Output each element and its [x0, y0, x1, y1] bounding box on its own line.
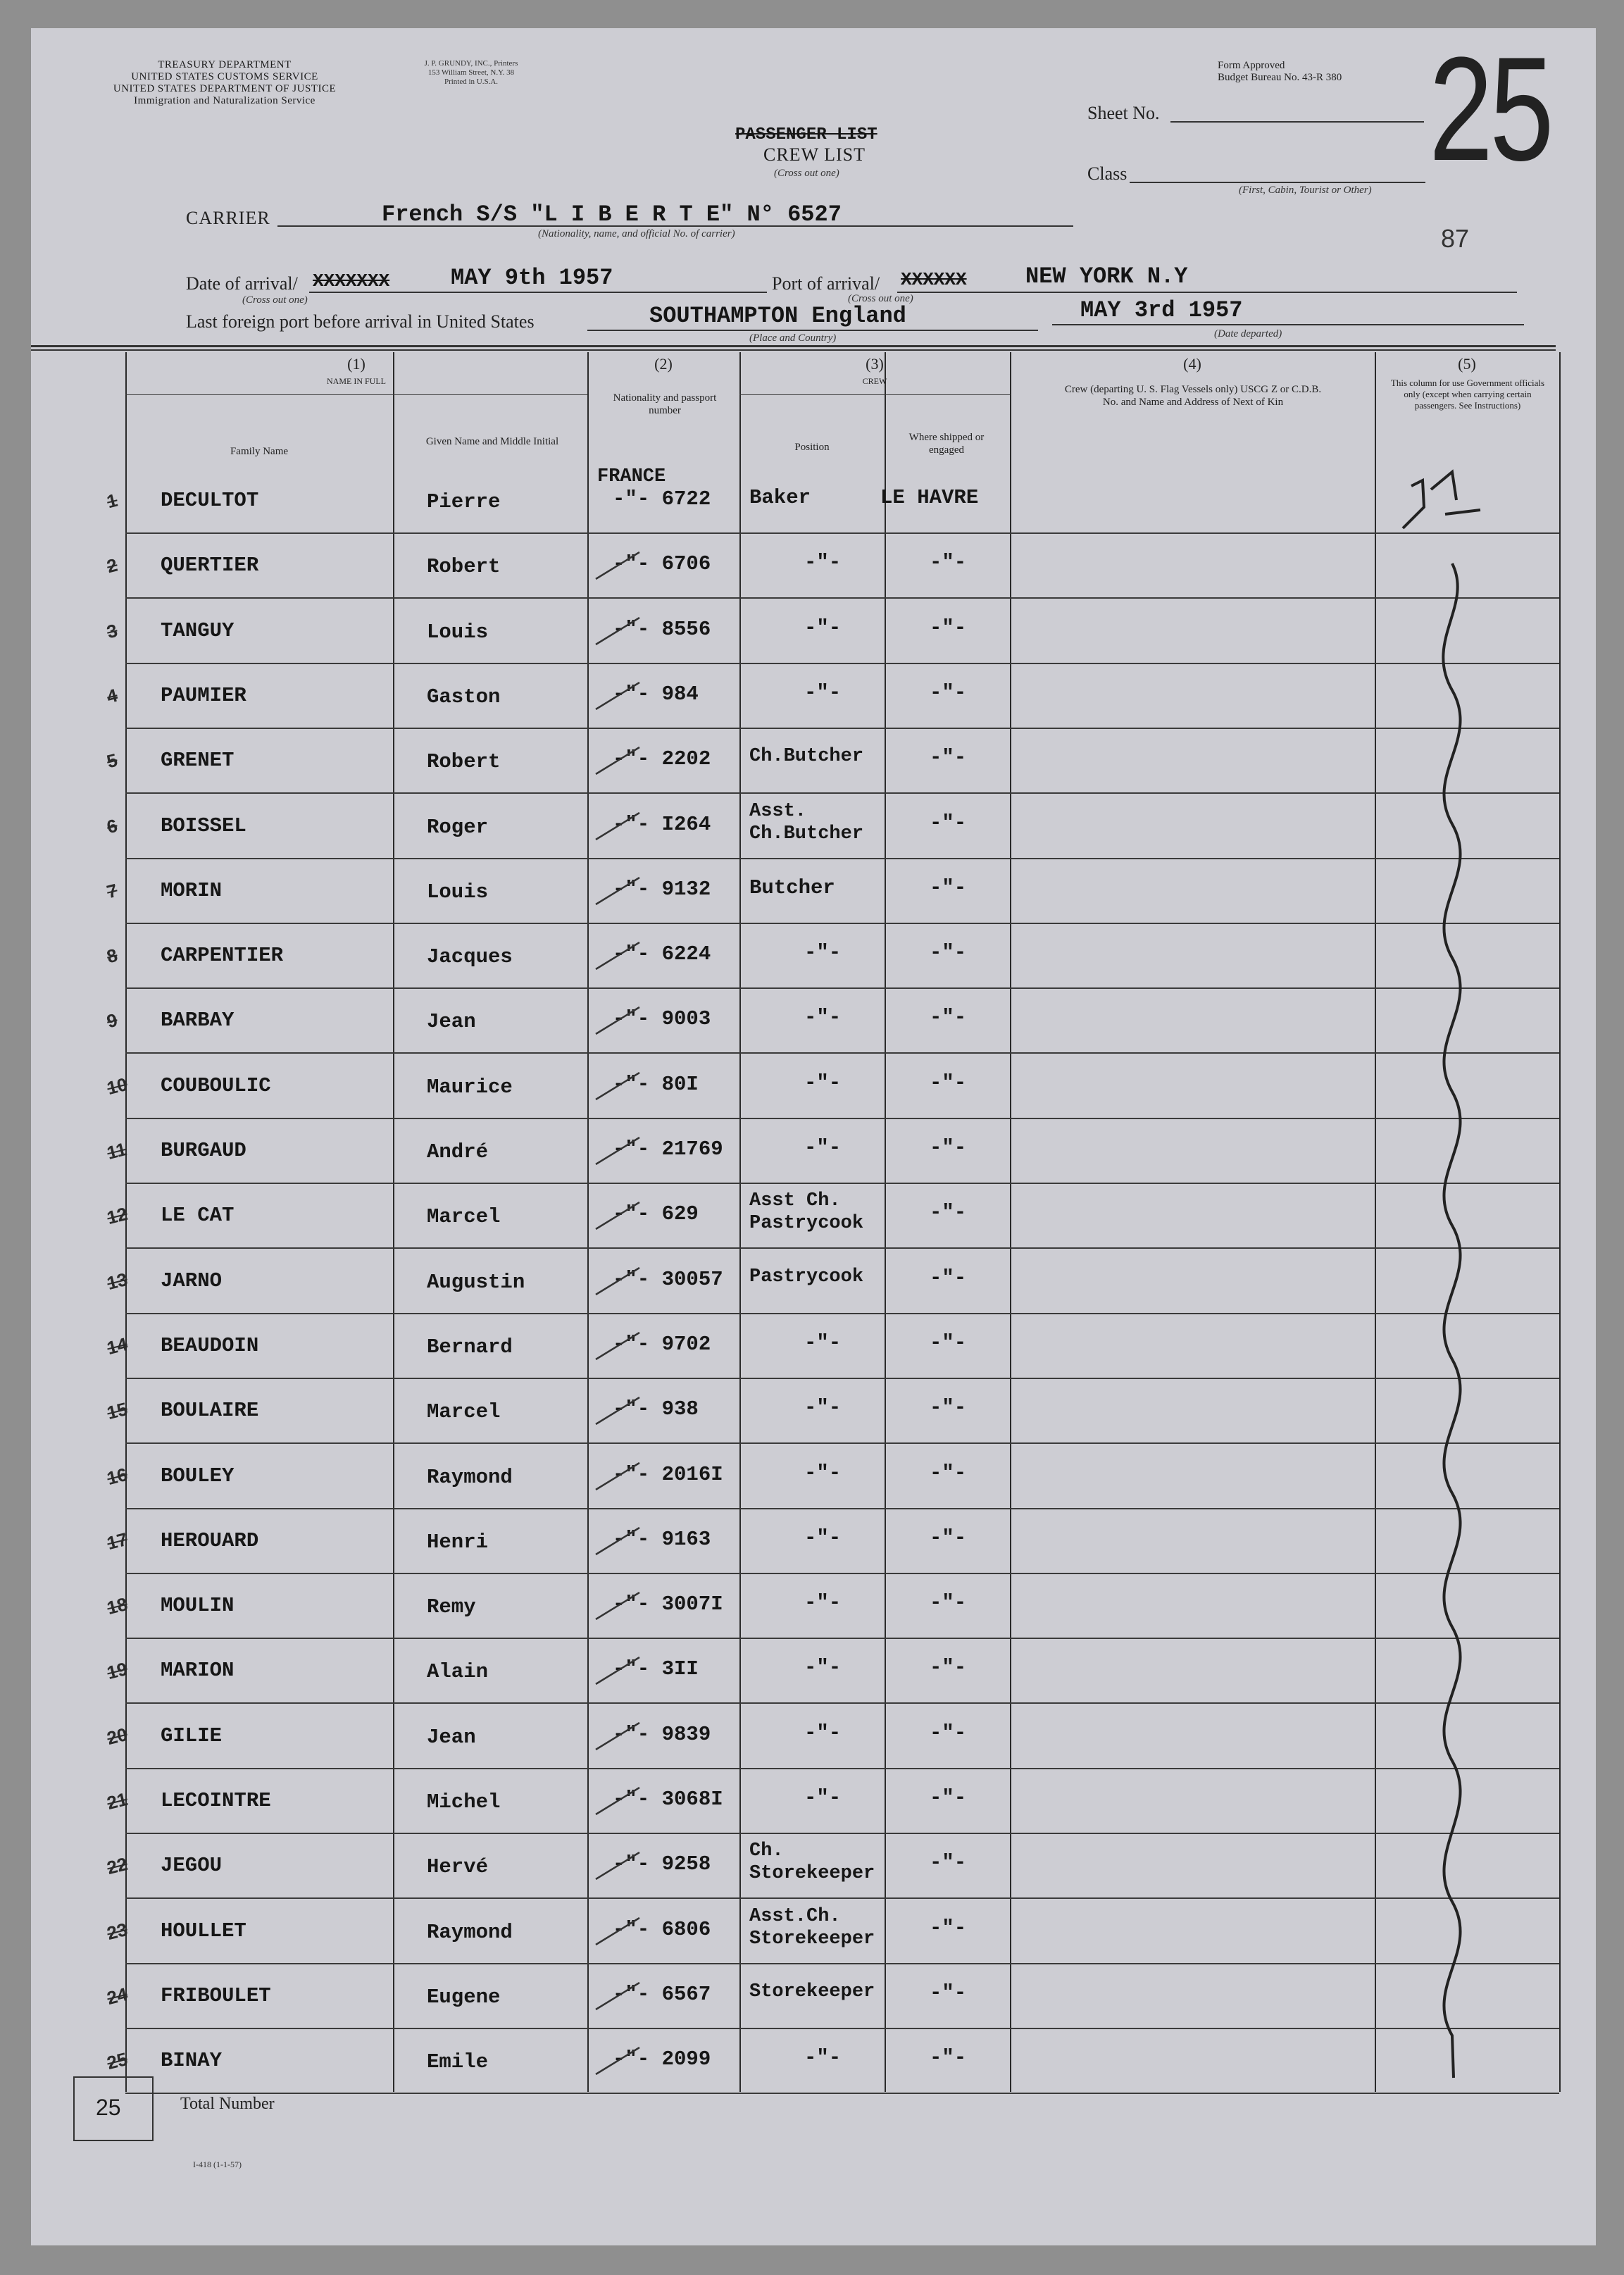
- shipped-where-cell: -"-: [930, 1006, 967, 1029]
- family-name-cell: TANGUY: [161, 619, 235, 642]
- passport-number-cell: -"- 9132: [613, 878, 711, 901]
- passport-number-cell: -"- 3007I: [613, 1592, 723, 1616]
- family-name-cell: JARNO: [161, 1269, 223, 1292]
- date-departed-value: MAY 3rd 1957: [1080, 297, 1243, 323]
- printer-line: 153 William Street, N.Y. 38: [427, 68, 515, 77]
- position-header: Position: [794, 442, 830, 453]
- given-name-cell: Gaston: [427, 685, 501, 709]
- position-cell: Butcher: [749, 876, 835, 899]
- passport-number-cell: -"- 984: [613, 682, 699, 706]
- position-cell: Asst Ch. Pastrycook: [749, 1190, 864, 1234]
- check-mark-icon: [569, 1122, 710, 1178]
- check-mark-icon: [569, 537, 710, 593]
- row-sequence-number: 11: [104, 1138, 129, 1164]
- shipped-where-cell: -"-: [930, 1981, 967, 2005]
- family-name-cell: BEAUDOIN: [161, 1334, 259, 1357]
- passport-number-cell: -"- 21769: [613, 1138, 723, 1161]
- table-row: [31, 1704, 1596, 1769]
- shipped-where-cell: LE HAVRE: [880, 486, 979, 509]
- arrival-hint: (Cross out one): [242, 294, 308, 306]
- shipped-where-cell: -"-: [930, 1916, 967, 1940]
- table-row: [31, 924, 1596, 989]
- official-wavy-mark: [1375, 458, 1559, 2092]
- given-name-cell: Bernard: [427, 1335, 513, 1359]
- position-cell: -"-: [804, 1461, 842, 1485]
- passport-number-cell: -"- I264: [613, 813, 711, 836]
- row-sequence-number: 12: [104, 1202, 130, 1229]
- given-name-cell: Hervé: [427, 1855, 489, 1878]
- table-row: [31, 1964, 1596, 2029]
- check-mark-icon: [569, 2032, 710, 2088]
- check-mark-icon: [569, 1512, 710, 1569]
- position-cell: Ch. Storekeeper: [749, 1840, 875, 1884]
- check-mark-icon: [569, 862, 710, 918]
- class-label: Class: [1087, 163, 1128, 184]
- passport-number-cell: -"- 80I: [613, 1073, 699, 1096]
- passport-number-cell: -"- 9702: [613, 1333, 711, 1356]
- form-code: I-418 (1-1-57): [193, 2159, 242, 2169]
- form-approval-block: [1218, 60, 1342, 84]
- family-name-header: Family Name: [230, 446, 289, 457]
- family-name-cell: HOULLET: [161, 1919, 246, 1943]
- printer-line: Printed in U.S.A.: [444, 77, 499, 86]
- position-cell: -"-: [804, 2046, 842, 2069]
- budget-bureau-text: Budget Bureau No. 43-R 380: [1218, 72, 1342, 83]
- check-mark-icon: [569, 1707, 710, 1764]
- shipped-where-cell: -"-: [930, 1721, 967, 1745]
- table-row: [31, 1900, 1596, 1964]
- table-row: [31, 599, 1596, 664]
- position-cell: Ch.Butcher: [749, 746, 864, 767]
- passport-number-cell: -"- 6722: [613, 487, 711, 511]
- total-number-value: 25: [96, 2095, 121, 2120]
- check-mark-icon: [569, 732, 710, 788]
- given-name-cell: Louis: [427, 880, 489, 904]
- position-cell: -"-: [804, 1071, 842, 1095]
- passport-number-cell: -"- 9003: [613, 1007, 711, 1030]
- handwritten-number: 87: [1441, 224, 1470, 253]
- passport-number-cell: -"- 629: [613, 1202, 699, 1226]
- table-row: [31, 1509, 1596, 1574]
- shipped-where-cell: -"-: [930, 941, 967, 964]
- check-mark-icon: [569, 1967, 710, 2024]
- col5-number: (5): [1458, 355, 1476, 373]
- family-name-cell: BURGAUD: [161, 1139, 246, 1162]
- passport-number-cell: -"- 6706: [613, 552, 711, 575]
- row-sequence-number: 14: [104, 1333, 130, 1359]
- table-row: [31, 1574, 1596, 1639]
- family-name-cell: BOISSEL: [161, 814, 246, 837]
- check-mark-icon: [569, 1317, 710, 1373]
- table-row: [31, 729, 1596, 794]
- agency-line: UNITED STATES CUSTOMS SERVICE: [131, 71, 318, 82]
- position-cell: Asst.Ch. Storekeeper: [749, 1906, 875, 1950]
- sheet-no-label: Sheet No.: [1087, 103, 1160, 123]
- row-sequence-number: 8: [104, 944, 120, 968]
- table-row: [31, 1769, 1596, 1834]
- table-row: [31, 1834, 1596, 1899]
- given-name-cell: Alain: [427, 1660, 489, 1683]
- family-name-cell: MOULIN: [161, 1594, 235, 1617]
- position-cell: -"-: [804, 1656, 842, 1679]
- arrival-date-value: MAY 9th 1957: [451, 265, 613, 291]
- position-cell: -"-: [804, 1006, 842, 1029]
- table-row: [31, 2029, 1596, 2094]
- check-mark-icon: [569, 1837, 710, 1893]
- check-mark-icon: [569, 797, 710, 854]
- row-sequence-number: 18: [104, 1592, 130, 1619]
- foreign-port-hint: (Place and Country): [749, 332, 837, 344]
- family-name-cell: QUERTIER: [161, 554, 259, 577]
- given-name-cell: Jacques: [427, 945, 513, 968]
- nationality-header: Nationality and passport number: [613, 392, 717, 416]
- given-name-cell: Marcel: [427, 1400, 501, 1423]
- passport-number-cell: -"- 6806: [613, 1918, 711, 1941]
- position-cell: -"-: [804, 1331, 842, 1354]
- given-name-cell: Henri: [427, 1531, 489, 1554]
- agency-line: UNITED STATES DEPARTMENT OF JUSTICE: [113, 83, 337, 94]
- row-sequence-number: 13: [104, 1268, 130, 1295]
- row-sequence-number: 17: [104, 1528, 130, 1554]
- crew-table: [31, 352, 1596, 2092]
- position-cell: -"-: [804, 616, 842, 640]
- check-mark-icon: [569, 1382, 710, 1438]
- shipped-where-cell: -"-: [930, 1461, 967, 1485]
- carrier-label: CARRIER: [186, 208, 270, 228]
- position-cell: -"-: [804, 1591, 842, 1614]
- passport-number-cell: -"- 3II: [613, 1657, 699, 1681]
- list-type-hint: (Cross out one): [774, 168, 839, 179]
- shipped-where-cell: -"-: [930, 1526, 967, 1550]
- col1-number: (1): [347, 355, 366, 373]
- passport-number-cell: -"- 6224: [613, 942, 711, 966]
- col2-number: (2): [654, 355, 673, 373]
- table-row: [31, 989, 1596, 1054]
- check-mark-icon: [569, 1057, 710, 1114]
- check-mark-icon: [569, 602, 710, 659]
- date-departed-hint: (Date departed): [1214, 328, 1282, 339]
- given-name-cell: Raymond: [427, 1466, 513, 1489]
- shipped-where-cell: -"-: [930, 1396, 967, 1419]
- crew-list-form: [31, 28, 1596, 2245]
- row-sequence-number: 22: [104, 1852, 130, 1879]
- agency-block: [73, 59, 376, 107]
- col4-number: (4): [1183, 355, 1201, 373]
- passport-number-cell: -"- 2202: [613, 747, 711, 771]
- position-cell: -"-: [804, 941, 842, 964]
- shipped-where-cell: -"-: [930, 1851, 967, 1874]
- passport-number-cell: -"- 9258: [613, 1852, 711, 1876]
- class-hint: (First, Cabin, Tourist or Other): [1239, 185, 1372, 196]
- government-use-header: This column for use Government officials only (except when carrying certain passengers. See Instructions): [1390, 378, 1545, 411]
- where-shipped-header: Where shipped or engaged: [908, 432, 985, 456]
- row-sequence-number: 25: [104, 2048, 130, 2074]
- col3-title: CREW: [862, 376, 887, 386]
- carrier-value: French S/S "L I B E R T E" N° 6527: [382, 201, 842, 228]
- shipped-where-cell: -"-: [930, 811, 967, 835]
- family-name-cell: PAUMIER: [161, 684, 246, 707]
- total-number-label: Total Number: [180, 2095, 275, 2113]
- shipped-where-cell: -"-: [930, 1136, 967, 1159]
- row-sequence-number: 16: [104, 1463, 130, 1490]
- table-row: [31, 1249, 1596, 1314]
- family-name-cell: BINAY: [161, 2049, 223, 2072]
- port-of-arrival-value: NEW YORK N.Y: [1025, 263, 1188, 289]
- row-sequence-number: 10: [104, 1073, 130, 1099]
- family-name-cell: MARION: [161, 1659, 235, 1682]
- position-cell: -"-: [804, 681, 842, 704]
- family-name-cell: CARPENTIER: [161, 944, 284, 967]
- position-cell: -"-: [804, 1526, 842, 1550]
- given-name-header: Given Name and Middle Initial: [425, 436, 559, 447]
- family-name-cell: MORIN: [161, 879, 223, 902]
- table-row: [31, 794, 1596, 859]
- shipped-where-cell: -"-: [930, 681, 967, 704]
- passport-number-cell: -"- 9839: [613, 1723, 711, 1746]
- table-row: [31, 1119, 1596, 1184]
- check-mark-icon: [569, 1902, 710, 1959]
- given-name-cell: Louis: [427, 621, 489, 644]
- date-of-arrival-label: Date of arrival/: [186, 273, 298, 294]
- shipped-where-cell: -"-: [930, 2046, 967, 2069]
- passport-number-cell: -"- 9163: [613, 1528, 711, 1551]
- next-of-kin-header: Crew (departing U. S. Flag Vessels only) USCG Z or C.D.B. No. and Name and Address of Next of Kin: [1064, 384, 1322, 408]
- row-sequence-number: 15: [104, 1397, 130, 1424]
- shipped-where-cell: -"-: [930, 1071, 967, 1095]
- table-row: [31, 1445, 1596, 1509]
- col1-title: NAME IN FULL: [327, 376, 386, 386]
- agency-line: TREASURY DEPARTMENT: [158, 59, 292, 70]
- port-hint: (Cross out one): [848, 293, 913, 304]
- shipped-where-cell: -"-: [930, 876, 967, 899]
- given-name-cell: Remy: [427, 1595, 476, 1619]
- check-mark-icon: [569, 1642, 710, 1698]
- total-number-box: [73, 2076, 154, 2141]
- given-name-cell: Augustin: [427, 1271, 525, 1294]
- table-row: [31, 859, 1596, 924]
- family-name-cell: BOULAIRE: [161, 1399, 259, 1422]
- table-row: [31, 1054, 1596, 1119]
- passport-number-cell: -"- 3068I: [613, 1788, 723, 1811]
- position-cell: Storekeeper: [749, 1981, 875, 2002]
- given-name-cell: Jean: [427, 1010, 476, 1033]
- row-sequence-number: 3: [104, 619, 120, 643]
- family-name-cell: HEROUARD: [161, 1529, 259, 1552]
- sheet-number-stamp: 25: [1429, 28, 1551, 192]
- row-sequence-number: 24: [104, 1983, 130, 2009]
- row-sequence-number: 9: [104, 1009, 120, 1033]
- passport-number-cell: -"- 6567: [613, 1983, 711, 2006]
- table-row: [31, 1314, 1596, 1379]
- shipped-where-cell: -"-: [930, 1331, 967, 1354]
- port-struck: XXXXXX: [901, 269, 967, 290]
- check-mark-icon: [569, 667, 710, 723]
- family-name-cell: DECULTOT: [161, 489, 259, 512]
- check-mark-icon: [569, 992, 710, 1048]
- given-name-cell: André: [427, 1140, 489, 1164]
- check-mark-icon: [569, 1577, 710, 1633]
- given-name-cell: Maurice: [427, 1076, 513, 1099]
- shipped-where-cell: -"-: [930, 1201, 967, 1224]
- family-name-cell: BOULEY: [161, 1464, 235, 1488]
- given-name-cell: Robert: [427, 555, 501, 578]
- nationality-first-entry: FRANCE: [597, 466, 666, 487]
- position-cell: -"-: [804, 1721, 842, 1745]
- last-foreign-port-value: SOUTHAMPTON England: [649, 303, 906, 329]
- check-mark-icon: [569, 927, 710, 983]
- given-name-cell: Jean: [427, 1726, 476, 1749]
- given-name-cell: Raymond: [427, 1921, 513, 1944]
- agency-line: Immigration and Naturalization Service: [134, 95, 316, 106]
- table-row: [31, 1379, 1596, 1444]
- shipped-where-cell: -"-: [930, 1591, 967, 1614]
- family-name-cell: GILIE: [161, 1724, 223, 1747]
- printer-line: J. P. GRUNDY, INC., Printers: [424, 59, 518, 68]
- given-name-cell: Roger: [427, 816, 489, 839]
- position-cell: -"-: [804, 1136, 842, 1159]
- table-row: [31, 1639, 1596, 1704]
- port-of-arrival-label: Port of arrival/: [772, 273, 880, 294]
- passport-number-cell: -"- 938: [613, 1397, 699, 1421]
- carrier-hint: (Nationality, name, and official No. of carrier): [538, 228, 735, 239]
- arrival-struck: XXXXXXX: [313, 270, 390, 292]
- table-row: [31, 469, 1596, 534]
- row-sequence-number: 20: [104, 1723, 130, 1750]
- row-sequence-number: 4: [104, 684, 120, 708]
- position-cell: Baker: [749, 486, 811, 509]
- family-name-cell: FRIBOULET: [161, 1984, 271, 2007]
- form-approved-text: Form Approved: [1218, 60, 1285, 71]
- given-name-cell: Robert: [427, 750, 501, 773]
- given-name-cell: Emile: [427, 2050, 489, 2074]
- row-sequence-number: 6: [104, 814, 120, 838]
- passenger-list-struck: PASSENGER LIST: [735, 125, 877, 144]
- passport-number-cell: -"- 8556: [613, 618, 711, 641]
- row-sequence-number: 5: [104, 749, 120, 773]
- given-name-cell: Michel: [427, 1790, 501, 1814]
- check-mark-icon: [569, 1187, 710, 1243]
- check-mark-icon: [569, 1772, 710, 1828]
- position-cell: Pastrycook: [749, 1266, 864, 1288]
- position-cell: -"-: [804, 1786, 842, 1809]
- crew-list-title: CREW LIST: [763, 144, 866, 165]
- printer-block: [383, 59, 559, 87]
- shipped-where-cell: -"-: [930, 1786, 967, 1809]
- position-cell: -"-: [804, 551, 842, 574]
- row-sequence-number: 23: [104, 1918, 130, 1945]
- row-sequence-number: 7: [104, 879, 120, 903]
- family-name-cell: BARBAY: [161, 1009, 235, 1032]
- passport-number-cell: -"- 2016I: [613, 1463, 723, 1486]
- table-row: [31, 1184, 1596, 1249]
- family-name-cell: LE CAT: [161, 1204, 235, 1227]
- position-cell: Asst. Ch.Butcher: [749, 801, 864, 844]
- row-sequence-number: 19: [104, 1657, 130, 1684]
- check-mark-icon: [569, 1252, 710, 1309]
- family-name-cell: JEGOU: [161, 1854, 223, 1877]
- row-sequence-number: 1: [104, 489, 120, 513]
- col3-number: (3): [866, 355, 884, 373]
- given-name-cell: Pierre: [427, 490, 501, 513]
- family-name-cell: COUBOULIC: [161, 1074, 271, 1097]
- given-name-cell: Marcel: [427, 1205, 501, 1228]
- check-mark-icon: [569, 1447, 710, 1504]
- row-sequence-number: 2: [104, 554, 120, 578]
- shipped-where-cell: -"-: [930, 551, 967, 574]
- table-row: [31, 534, 1596, 599]
- passport-number-cell: -"- 2099: [613, 2048, 711, 2071]
- position-cell: -"-: [804, 1396, 842, 1419]
- given-name-cell: Eugene: [427, 1986, 501, 2009]
- table-row: [31, 664, 1596, 729]
- row-sequence-number: 21: [104, 1788, 130, 1814]
- family-name-cell: LECOINTRE: [161, 1789, 271, 1812]
- last-foreign-port-label: Last foreign port before arrival in United States: [186, 311, 535, 332]
- shipped-where-cell: -"-: [930, 1266, 967, 1290]
- family-name-cell: GRENET: [161, 749, 235, 772]
- shipped-where-cell: -"-: [930, 616, 967, 640]
- shipped-where-cell: -"-: [930, 746, 967, 769]
- passport-number-cell: -"- 30057: [613, 1268, 723, 1291]
- shipped-where-cell: -"-: [930, 1656, 967, 1679]
